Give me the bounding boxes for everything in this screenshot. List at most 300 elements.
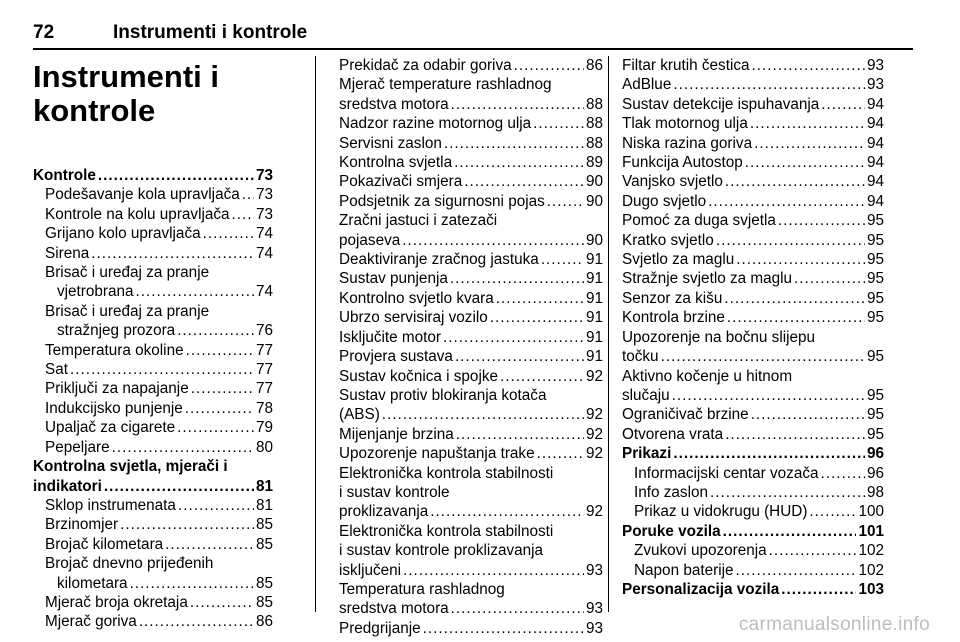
- toc-page-number: 93: [585, 619, 603, 637]
- toc-page-number: 88: [585, 95, 603, 113]
- toc-entry-label: kilometara: [57, 574, 128, 592]
- toc-entry[interactable]: [33, 593, 273, 612]
- toc-entry-line: [33, 496, 273, 515]
- toc-entry-line: [33, 341, 273, 360]
- toc-entry-label: Mjerač goriva: [45, 613, 137, 631]
- toc-entry-line: [339, 580, 603, 599]
- toc-entry[interactable]: [33, 263, 273, 302]
- toc-page-number: 92: [585, 367, 603, 385]
- toc-page-number: 95: [866, 348, 884, 366]
- toc-page-number: 85: [255, 574, 273, 592]
- toc-entry[interactable]: [622, 405, 884, 424]
- toc-page-number: 94: [866, 154, 884, 172]
- dot-leader: [750, 114, 865, 133]
- toc-entry-label: Mijenjanje brzina: [339, 425, 454, 443]
- toc-entry[interactable]: [33, 205, 273, 224]
- column-divider: [315, 56, 316, 612]
- toc-entry-label: Svjetlo za maglu: [622, 251, 735, 269]
- toc-entry-label: Napon baterije: [634, 561, 734, 579]
- toc-entry-line: [339, 561, 603, 580]
- toc-entry-line: [339, 619, 603, 638]
- toc-page-number: 73: [255, 167, 273, 184]
- toc-page-number: 74: [255, 225, 273, 243]
- toc-entry-label: Pepeljare: [45, 438, 110, 456]
- toc-entry[interactable]: [33, 418, 273, 437]
- toc-entry[interactable]: [33, 554, 273, 593]
- toc-entry-line: [33, 515, 273, 534]
- toc-entry-line: [622, 56, 884, 75]
- toc-entry[interactable]: [339, 289, 603, 308]
- toc-entry-line: [339, 425, 603, 444]
- dot-leader: [165, 535, 254, 554]
- dot-leader: [451, 95, 584, 114]
- toc-entry-line: [339, 172, 603, 191]
- dot-leader: [191, 379, 254, 398]
- toc-entry[interactable]: [33, 496, 273, 515]
- toc-page-number: 73: [255, 186, 273, 204]
- toc-page-number: 92: [585, 503, 603, 521]
- toc-page-number: 81: [255, 496, 273, 514]
- toc-entry-line: [622, 153, 884, 172]
- toc-entry-line: [33, 574, 273, 593]
- toc-entry[interactable]: [622, 75, 884, 94]
- toc-entry-line: [33, 282, 273, 301]
- toc-entry-label: Temperatura rashladnog: [339, 580, 505, 598]
- toc-page-number: 102: [858, 561, 884, 579]
- toc-entry-line: [339, 95, 603, 114]
- toc-page-number: 91: [585, 270, 603, 288]
- toc-entry[interactable]: [339, 425, 603, 444]
- toc-entry-line: [622, 541, 884, 560]
- toc-entry-line: [33, 612, 273, 631]
- toc-entry-label: Kontrolna svjetla, mjerači i: [33, 458, 228, 476]
- toc-column-2: [339, 56, 603, 638]
- toc-entry[interactable]: [33, 224, 273, 243]
- toc-page-number: 88: [585, 115, 603, 133]
- dot-leader: [190, 593, 254, 612]
- toc-entry-label: proklizavanja: [339, 503, 429, 521]
- page-number: 72: [33, 22, 55, 43]
- toc-column-1: [33, 56, 273, 632]
- dot-leader: [794, 269, 865, 288]
- toc-page-number: 90: [585, 192, 603, 210]
- toc-entry[interactable]: [339, 444, 603, 463]
- toc-entry-label: Nadzor razine motornog ulja: [339, 115, 532, 133]
- toc-entry-line: [33, 399, 273, 418]
- toc-page-number: 77: [255, 341, 273, 359]
- toc-section-entry[interactable]: [33, 457, 273, 496]
- toc-entry[interactable]: [622, 502, 884, 521]
- toc-entry[interactable]: [339, 347, 603, 366]
- toc-page-number: 93: [866, 57, 884, 74]
- toc-page-number: 86: [255, 613, 273, 631]
- toc-entry-label: Provjera sustava: [339, 348, 453, 366]
- toc-entry-label: Brisač i uređaj za pranje: [45, 302, 210, 320]
- toc-entry[interactable]: [339, 192, 603, 211]
- toc-page-number: 94: [866, 173, 884, 191]
- dot-leader: [820, 464, 865, 483]
- toc-entry-label: Sirena: [45, 244, 90, 262]
- toc-entry[interactable]: [339, 75, 603, 114]
- dot-leader: [716, 231, 865, 250]
- dot-leader: [781, 580, 856, 599]
- toc-page-number: 95: [866, 212, 884, 230]
- toc-entry-line: [622, 231, 884, 250]
- toc-entry-line: [622, 347, 884, 366]
- dot-leader: [723, 522, 857, 541]
- toc-list: [339, 56, 603, 638]
- toc-entry[interactable]: [339, 172, 603, 191]
- toc-entry-label: i sustav kontrole: [339, 483, 450, 501]
- toc-page-number: 91: [585, 251, 603, 269]
- toc-page-number: 95: [866, 270, 884, 288]
- toc-page-number: 79: [255, 419, 273, 437]
- toc-entry-line: [622, 308, 884, 327]
- toc-section-entry[interactable]: [622, 580, 884, 599]
- toc-entry-label: Podsjetnik za sigurnosni pojas: [339, 192, 545, 210]
- toc-entry[interactable]: [622, 114, 884, 133]
- toc-column-3: [622, 56, 884, 599]
- toc-entry-label: Isključite motor: [339, 328, 442, 346]
- toc-entry[interactable]: [339, 134, 603, 153]
- dot-leader: [104, 477, 254, 496]
- running-title: Instrumenti i kontrole: [113, 22, 308, 43]
- chapter-title: [33, 60, 263, 128]
- toc-entry[interactable]: [339, 386, 603, 425]
- dot-leader: [725, 425, 865, 444]
- toc-section-entry[interactable]: [622, 522, 884, 541]
- toc-entry-line: [339, 405, 603, 424]
- dot-leader: [139, 612, 254, 631]
- toc-entry-label: (ABS): [339, 406, 380, 424]
- toc-page-number: 96: [866, 464, 884, 482]
- toc-entry-label: Otvorena vrata: [622, 425, 724, 443]
- toc-entry-line: [622, 425, 884, 444]
- toc-page-number: 93: [585, 561, 603, 579]
- toc-entry[interactable]: [339, 328, 603, 347]
- toc-entry-line: [622, 75, 884, 94]
- toc-entry-label: Temperatura okoline: [45, 341, 184, 359]
- toc-entry-line: [33, 477, 273, 496]
- toc-page-number: 95: [866, 386, 884, 404]
- toc-entry-line: [33, 302, 273, 321]
- toc-entry-line: [622, 444, 884, 463]
- dot-leader: [232, 205, 254, 224]
- dot-leader: [724, 289, 865, 308]
- toc-entry-line: [622, 561, 884, 580]
- toc-entry-label: vjetrobrana: [57, 283, 134, 301]
- toc-page-number: 89: [585, 154, 603, 172]
- toc-entry[interactable]: [339, 619, 603, 638]
- toc-entry-label: Ograničivač brzine: [622, 406, 749, 424]
- toc-entry[interactable]: [339, 580, 603, 619]
- dot-leader: [203, 224, 254, 243]
- toc-entry-label: Mjerač broja okretaja: [45, 593, 188, 611]
- dot-leader: [769, 541, 857, 560]
- toc-entry-label: Upozorenje na bočnu slijepu: [622, 328, 816, 346]
- toc-entry[interactable]: [339, 367, 603, 386]
- toc-entry[interactable]: [622, 192, 884, 211]
- toc-entry-line: [33, 379, 273, 398]
- toc-entry-label: Informacijski centar vozača: [634, 464, 819, 482]
- toc-entry-label: Indukcijsko punjenje: [45, 399, 183, 417]
- toc-entry[interactable]: [33, 185, 273, 204]
- toc-entry-label: stražnjeg prozora: [57, 322, 176, 340]
- dot-leader: [70, 360, 254, 379]
- toc-entry-line: [339, 308, 603, 327]
- toc-entry-label: Upaljač za cigarete: [45, 419, 176, 437]
- toc-page-number: 91: [585, 289, 603, 307]
- toc-page-number: 77: [255, 380, 273, 398]
- toc-page-number: 98: [866, 483, 884, 501]
- toc-entry-label: Info zaslon: [634, 483, 708, 501]
- toc-entry-label: Kratko svjetlo: [622, 231, 714, 249]
- toc-entry-line: [339, 502, 603, 521]
- toc-section-entry[interactable]: [622, 444, 884, 463]
- dot-leader: [450, 269, 584, 288]
- toc-entry-line: [622, 250, 884, 269]
- toc-entry-line: [339, 153, 603, 172]
- toc-page-number: 94: [866, 192, 884, 210]
- toc-entry-label: Zračni jastuci i zatezači: [339, 212, 498, 230]
- dot-leader: [673, 444, 865, 463]
- toc-page-number: 93: [866, 76, 884, 94]
- toc-entry-label: Elektronička kontrola stabilnosti: [339, 522, 554, 540]
- watermark: carmanualsonline.info: [738, 614, 930, 635]
- toc-entry-label: Kontrolna svjetla: [339, 154, 453, 172]
- toc-entry-line: [33, 438, 273, 457]
- dot-leader: [752, 56, 865, 75]
- toc-entry[interactable]: [622, 56, 884, 75]
- dot-leader: [177, 418, 254, 437]
- dot-leader: [547, 192, 584, 211]
- toc-entry[interactable]: [33, 360, 273, 379]
- dot-leader: [821, 95, 865, 114]
- toc-entry-line: [339, 367, 603, 386]
- toc-page-number: 85: [255, 593, 273, 611]
- toc-entry-line: [33, 535, 273, 554]
- toc-entry-label: Vanjsko svjetlo: [622, 173, 723, 191]
- toc-page-number: 90: [585, 231, 603, 249]
- toc-entry-label: Prikazi: [622, 445, 672, 463]
- toc-entry-line: [33, 554, 273, 573]
- dot-leader: [708, 192, 865, 211]
- toc-entry[interactable]: [622, 425, 884, 444]
- toc-page-number: 95: [866, 425, 884, 443]
- toc-entry[interactable]: [339, 211, 603, 250]
- toc-entry-label: Dugo svjetlo: [622, 192, 707, 210]
- toc-entry-label: Niska razina goriva: [622, 134, 753, 152]
- toc-entry-line: [622, 114, 884, 133]
- toc-entry[interactable]: [33, 535, 273, 554]
- toc-entry[interactable]: [33, 379, 273, 398]
- toc-entry-line: [339, 522, 603, 541]
- toc-entry-label: Predgrijanje: [339, 619, 421, 637]
- toc-entry-label: sredstva motora: [339, 600, 449, 618]
- toc-entry[interactable]: [339, 308, 603, 327]
- dot-leader: [130, 574, 254, 593]
- toc-entry[interactable]: [33, 438, 273, 457]
- dot-leader: [382, 405, 584, 424]
- toc-entry-label: Kontrolno svjetlo kvara: [339, 289, 494, 307]
- toc-entry[interactable]: [339, 464, 603, 522]
- dot-leader: [120, 515, 254, 534]
- dot-leader: [736, 250, 865, 269]
- toc-entry-line: [33, 457, 273, 476]
- toc-section-entry[interactable]: [33, 166, 273, 185]
- toc-entry-line: [339, 269, 603, 288]
- toc-entry-line: [33, 593, 273, 612]
- toc-list: [622, 56, 884, 599]
- toc-page-number: 77: [255, 361, 273, 379]
- toc-entry[interactable]: [33, 399, 273, 418]
- toc-entry-label: Kontrole na kolu upravljača: [45, 205, 230, 223]
- dot-leader: [456, 425, 584, 444]
- toc-entry-label: Sustav protiv blokiranja kotača: [339, 386, 547, 404]
- toc-entry-line: [622, 328, 884, 347]
- dot-leader: [710, 483, 865, 502]
- dot-leader: [727, 308, 865, 327]
- toc-entry[interactable]: [622, 464, 884, 483]
- toc-entry-label: Brojač kilometara: [45, 535, 164, 553]
- toc-entry[interactable]: [339, 250, 603, 269]
- toc-page-number: 86: [585, 57, 603, 74]
- toc-entry-label: pojaseva: [339, 231, 401, 249]
- dot-leader: [736, 561, 857, 580]
- toc-entry-label: Deaktiviranje zračnog jastuka: [339, 251, 539, 269]
- dot-leader: [778, 211, 865, 230]
- dot-leader: [403, 561, 584, 580]
- toc-entry-line: [622, 464, 884, 483]
- toc-entry[interactable]: [622, 483, 884, 502]
- dot-leader: [809, 502, 856, 521]
- toc-entry[interactable]: [622, 328, 884, 367]
- dot-leader: [444, 134, 584, 153]
- toc-page-number: 80: [255, 438, 273, 456]
- toc-entry[interactable]: [339, 153, 603, 172]
- toc-page-number: 92: [585, 406, 603, 424]
- toc-entry-line: [622, 367, 884, 386]
- toc-entry[interactable]: [622, 95, 884, 114]
- toc-entry-label: Kontrole: [33, 167, 96, 184]
- dot-leader: [673, 75, 865, 94]
- toc-entry-line: [339, 386, 603, 405]
- toc-entry-label: Kontrola brzine: [622, 309, 725, 327]
- toc-page-number: 95: [866, 309, 884, 327]
- page-header: [33, 0, 913, 50]
- toc-entry[interactable]: [622, 269, 884, 288]
- toc-entry[interactable]: [339, 114, 603, 133]
- toc-entry-line: [339, 192, 603, 211]
- toc-entry[interactable]: [33, 302, 273, 341]
- toc-entry[interactable]: [622, 134, 884, 153]
- dot-leader: [402, 231, 584, 250]
- toc-entry-label: Senzor za kišu: [622, 289, 723, 307]
- dot-leader: [661, 347, 865, 366]
- dot-leader: [451, 599, 584, 618]
- toc-page-number: 102: [858, 542, 884, 560]
- toc-entry-line: [339, 464, 603, 483]
- toc-entry[interactable]: [339, 269, 603, 288]
- toc-entry-line: [622, 483, 884, 502]
- toc-page-number: 94: [866, 95, 884, 113]
- toc-page-number: 85: [255, 535, 273, 553]
- toc-entry-label: točku: [622, 348, 659, 366]
- toc-entry-label: Sustav detekcije ispuhavanja: [622, 95, 820, 113]
- toc-entry-label: Brojač dnevno prijeđenih: [45, 555, 214, 573]
- dot-leader: [490, 308, 584, 327]
- toc-page-number: 96: [866, 445, 884, 463]
- dot-leader: [533, 114, 584, 133]
- toc-entry-label: Funkcija Autostop: [622, 154, 743, 172]
- toc-entry[interactable]: [622, 172, 884, 191]
- toc-entry-label: Brzinomjer: [45, 516, 119, 534]
- toc-entry[interactable]: [33, 244, 273, 263]
- toc-entry-line: [622, 269, 884, 288]
- toc-list: [33, 166, 273, 632]
- toc-entry[interactable]: [622, 541, 884, 560]
- toc-entry-label: Pokazivači smjera: [339, 173, 463, 191]
- toc-entry-line: [33, 244, 273, 263]
- toc-entry[interactable]: [33, 612, 273, 631]
- dot-leader: [464, 172, 584, 191]
- toc-entry[interactable]: [622, 289, 884, 308]
- toc-entry[interactable]: [339, 56, 603, 75]
- toc-page-number: 93: [585, 600, 603, 618]
- toc-entry-line: [33, 263, 273, 282]
- toc-page-number: 85: [255, 516, 273, 534]
- toc-entry[interactable]: [622, 308, 884, 327]
- toc-entry-line: [339, 250, 603, 269]
- toc-entry-line: [33, 224, 273, 243]
- header-rule: [33, 48, 913, 50]
- toc-entry-line: [339, 114, 603, 133]
- toc-entry[interactable]: [33, 515, 273, 534]
- toc-entry-label: indikatori: [33, 477, 102, 495]
- toc-entry-line: [622, 580, 884, 599]
- toc-entry-line: [339, 328, 603, 347]
- toc-entry-label: Poruke vozila: [622, 522, 721, 540]
- toc-entry[interactable]: [33, 341, 273, 360]
- dot-leader: [496, 289, 584, 308]
- toc-entry-label: i sustav kontrole proklizavanja: [339, 542, 544, 560]
- toc-entry-line: [339, 347, 603, 366]
- toc-entry[interactable]: [622, 367, 884, 406]
- toc-entry[interactable]: [622, 211, 884, 230]
- toc-entry-label: Sat: [45, 361, 68, 379]
- toc-entry-line: [339, 134, 603, 153]
- dot-leader: [725, 172, 865, 191]
- dot-leader: [430, 502, 584, 521]
- dot-leader: [177, 321, 254, 340]
- toc-entry[interactable]: [622, 250, 884, 269]
- dot-leader: [136, 282, 254, 301]
- toc-entry[interactable]: [339, 522, 603, 580]
- toc-page-number: 88: [585, 134, 603, 152]
- dot-leader: [754, 134, 865, 153]
- toc-entry-label: Tlak motornog ulja: [622, 115, 748, 133]
- toc-entry[interactable]: [622, 231, 884, 250]
- toc-entry-line: [622, 289, 884, 308]
- toc-entry-line: [622, 522, 884, 541]
- toc-entry[interactable]: [622, 561, 884, 580]
- toc-page-number: 81: [255, 477, 273, 495]
- dot-leader: [443, 328, 584, 347]
- dot-leader: [541, 250, 584, 269]
- dot-leader: [454, 153, 584, 172]
- toc-entry-label: Ubrzo servisiraj vozilo: [339, 309, 488, 327]
- toc-entry[interactable]: [622, 153, 884, 172]
